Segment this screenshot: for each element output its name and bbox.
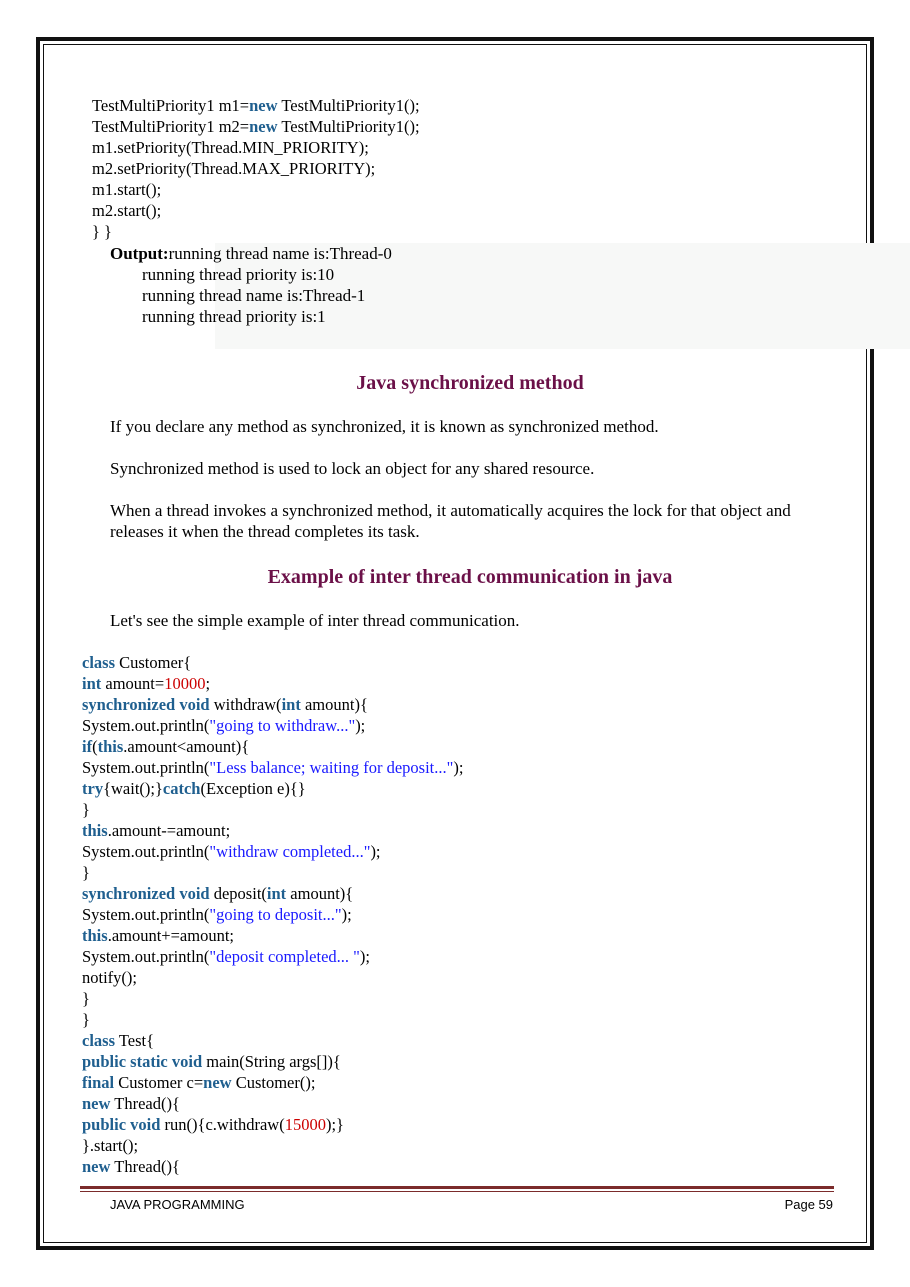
- code-line: [92, 221, 112, 242]
- code-text: Thread(){: [110, 1094, 180, 1113]
- code-text: );: [453, 758, 464, 777]
- code-line: [82, 652, 191, 673]
- code-line: [82, 715, 365, 736]
- paragraph: When a thread invokes a synchronized method, it automatically acquires the lock for that object and releases it when the thread completes its task.: [110, 501, 791, 541]
- output-line: running thread name is:Thread-1: [142, 286, 366, 305]
- code-text: }.start();: [82, 1136, 139, 1155]
- code-line: [82, 757, 463, 778]
- code-str: "going to deposit...": [209, 905, 342, 924]
- code-kw: class: [82, 653, 115, 672]
- code-line: [92, 158, 375, 179]
- code-kw: int: [82, 674, 102, 693]
- code-kw: public: [82, 1052, 127, 1071]
- paragraph: Synchronized method is used to lock an object for any shared resource.: [110, 459, 595, 478]
- code-line: [82, 673, 210, 694]
- output-text: running thread name is:Thread-0: [168, 244, 392, 263]
- code-line: [82, 841, 381, 862]
- section-heading-inter-thread: Example of inter thread communication in java: [267, 566, 673, 588]
- code-line: [82, 1093, 180, 1114]
- output-first-line: [110, 243, 392, 264]
- code-kw: if: [82, 737, 93, 756]
- code-text: m2.start();: [92, 201, 162, 220]
- code-line: [82, 967, 137, 988]
- code-kw: new: [249, 117, 278, 136]
- code-kw: this: [82, 926, 108, 945]
- code-text: Thread(){: [110, 1157, 180, 1176]
- code-text: (Exception e){}: [200, 779, 306, 798]
- code-str: "withdraw completed...": [209, 842, 371, 861]
- code-line: [82, 925, 234, 946]
- code-str: "deposit completed... ": [209, 947, 360, 966]
- code-kw: void: [179, 884, 210, 903]
- code-text: amount){: [286, 884, 354, 903]
- code-text: );: [359, 947, 370, 966]
- code-line: [82, 1135, 138, 1156]
- code-text: System.out.println(: [82, 758, 210, 777]
- code-text: );}: [325, 1115, 344, 1134]
- code-text: .amount-=amount;: [107, 821, 231, 840]
- code-text: Customer{: [115, 653, 192, 672]
- code-text: amount=: [101, 674, 165, 693]
- code-line: [82, 1114, 344, 1135]
- code-text: System.out.println(: [82, 905, 210, 924]
- code-line: [82, 862, 90, 883]
- code-text: }: [82, 1010, 90, 1029]
- code-text: (: [92, 737, 98, 756]
- code-line: [82, 736, 249, 757]
- code-text: amount){: [300, 695, 368, 714]
- code-kw: void: [171, 1052, 203, 1071]
- code-kw: new: [82, 1157, 111, 1176]
- code-line: [92, 200, 161, 221]
- code-text: {wait();}: [103, 779, 163, 798]
- code-kw: catch: [162, 779, 201, 798]
- code-kw: synchronized: [82, 695, 176, 714]
- code-line: [82, 1072, 315, 1093]
- code-text: m1.start();: [92, 180, 162, 199]
- code-line: [92, 95, 420, 116]
- code-text: TestMultiPriority1 m2=: [92, 117, 250, 136]
- code-line: [92, 116, 420, 137]
- code-line: [82, 904, 352, 925]
- code-kw: new: [249, 96, 278, 115]
- code-text: ;: [205, 674, 211, 693]
- code-num: 15000: [284, 1115, 326, 1134]
- code-line: [82, 1156, 180, 1177]
- code-kw: try: [82, 779, 104, 798]
- code-text: System.out.println(: [82, 947, 210, 966]
- code-text: }: [82, 863, 90, 882]
- code-kw: int: [266, 884, 287, 903]
- code-text: TestMultiPriority1();: [277, 96, 420, 115]
- output-line: running thread priority is:10: [142, 265, 335, 284]
- code-kw: new: [203, 1073, 232, 1092]
- code-kw: void: [179, 695, 210, 714]
- code-kw: int: [281, 695, 301, 714]
- code-kw: this: [97, 737, 124, 756]
- code-line: [82, 694, 368, 715]
- code-text: Customer c=: [114, 1073, 204, 1092]
- code-text: Test{: [115, 1031, 155, 1050]
- code-line: [82, 946, 370, 967]
- code-line: [82, 988, 90, 1009]
- code-text: System.out.println(: [82, 842, 210, 861]
- code-line: [82, 820, 230, 841]
- code-text: TestMultiPriority1();: [277, 117, 420, 136]
- code-kw: synchronized: [82, 884, 176, 903]
- code-line: [92, 137, 369, 158]
- code-line: [82, 778, 306, 799]
- code-str: "Less balance; waiting for deposit...": [209, 758, 454, 777]
- paragraph: If you declare any method as synchronized, it is known as synchronized method.: [110, 417, 659, 436]
- footer-divider-thin: [80, 1191, 834, 1192]
- paragraph-intro: Let's see the simple example of inter thread communication.: [110, 611, 520, 630]
- code-text: );: [341, 905, 352, 924]
- output-line: running thread priority is:1: [142, 307, 326, 326]
- code-text: .amount+=amount;: [107, 926, 234, 945]
- code-text: }: [82, 989, 90, 1008]
- code-text: notify();: [82, 968, 137, 987]
- code-line: [82, 1030, 154, 1051]
- code-kw: new: [82, 1094, 111, 1113]
- footer-title: JAVA PROGRAMMING: [110, 1197, 245, 1212]
- code-num: 10000: [164, 674, 206, 693]
- code-text: );: [355, 716, 366, 735]
- code-line: [82, 1009, 90, 1030]
- code-kw: final: [82, 1073, 115, 1092]
- code-kw: this: [82, 821, 108, 840]
- code-text: run(){c.withdraw(: [160, 1115, 285, 1134]
- code-line: [82, 1051, 341, 1072]
- footer-page-number: Page 59: [784, 1197, 833, 1212]
- code-text: } }: [92, 222, 112, 241]
- code-line: [82, 883, 353, 904]
- code-text: deposit(: [209, 884, 267, 903]
- code-text: .amount<amount){: [123, 737, 250, 756]
- code-text: Customer();: [231, 1073, 316, 1092]
- code-text: TestMultiPriority1 m1=: [92, 96, 250, 115]
- code-text: m1.setPriority(Thread.MIN_PRIORITY);: [92, 138, 369, 157]
- code-line: [82, 799, 90, 820]
- code-text: main(String args[]){: [202, 1052, 341, 1071]
- code-text: m2.setPriority(Thread.MAX_PRIORITY);: [92, 159, 376, 178]
- code-str: "going to withdraw...": [209, 716, 356, 735]
- footer-divider: [80, 1186, 834, 1189]
- code-kw: public: [82, 1115, 127, 1134]
- output-label: Output:: [110, 244, 169, 263]
- code-text: }: [82, 800, 90, 819]
- code-line: [92, 179, 161, 200]
- section-heading-synchronized: Java synchronized method: [356, 372, 584, 394]
- code-kw: void: [130, 1115, 161, 1134]
- code-text: System.out.println(: [82, 716, 210, 735]
- code-kw: static: [130, 1052, 168, 1071]
- code-text: );: [370, 842, 381, 861]
- code-text: withdraw(: [209, 695, 282, 714]
- code-kw: class: [82, 1031, 115, 1050]
